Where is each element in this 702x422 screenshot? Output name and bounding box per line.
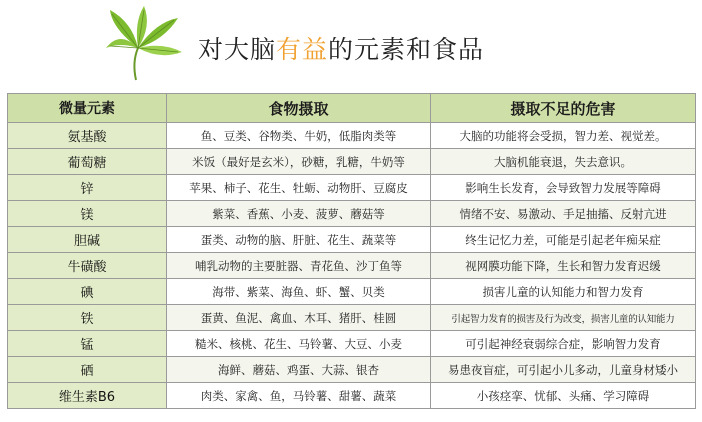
food-cell: 蛋类、动物的脑、肝脏、花生、蔬菜等 bbox=[167, 227, 431, 253]
food-cell: 米饭（最好是玄米），砂糖，乳糖，牛奶等 bbox=[167, 149, 431, 175]
food-cell: 蛋黄、鱼泥、禽血、木耳、猪肝、桂圆 bbox=[167, 305, 431, 331]
table-row bbox=[8, 227, 696, 253]
element-cell: 铁 bbox=[8, 305, 167, 331]
food-cell: 糙米、核桃、花生、马铃薯、大豆、小麦 bbox=[167, 331, 431, 357]
element-cell: 维生素B6 bbox=[8, 383, 167, 409]
harm-cell: 终生记忆力差，可能是引起老年痴呆症 bbox=[431, 227, 696, 253]
element-cell: 锌 bbox=[8, 175, 167, 201]
food-cell: 鱼、豆类、谷物类、牛奶，低脂肉类等 bbox=[167, 123, 431, 149]
element-cell: 胆碱 bbox=[8, 227, 167, 253]
food-cell: 苹果、柿子、花生、牡蛎、动物肝、豆腐皮 bbox=[167, 175, 431, 201]
table-header-row bbox=[8, 94, 696, 123]
harm-cell: 影响生长发育，会导致智力发展等障碍 bbox=[431, 175, 696, 201]
nutrient-table bbox=[7, 93, 696, 409]
harm-cell: 大脑机能衰退，失去意识。 bbox=[431, 149, 696, 175]
element-cell: 碘 bbox=[8, 279, 167, 305]
food-cell: 哺乳动物的主要脏器、青花鱼、沙丁鱼等 bbox=[167, 253, 431, 279]
harm-cell: 视网膜功能下降，生长和智力发育迟缓 bbox=[431, 253, 696, 279]
table-row bbox=[8, 305, 696, 331]
harm-cell: 可引起神经衰弱综合症，影响智力发育 bbox=[431, 331, 696, 357]
food-cell: 海带、紫菜、海鱼、虾、蟹、贝类 bbox=[167, 279, 431, 305]
header-food: 食物摄取 bbox=[167, 94, 431, 123]
element-cell: 镁 bbox=[8, 201, 167, 227]
header-harm: 摄取不足的危害 bbox=[431, 94, 696, 123]
harm-cell: 易患夜盲症，可引起小儿多动，儿童身材矮小 bbox=[431, 357, 696, 383]
food-cell: 海鲜、蘑菇、鸡蛋、大蒜、银杏 bbox=[167, 357, 431, 383]
title-suffix: 的元素和食品 bbox=[328, 35, 485, 64]
element-cell: 氨基酸 bbox=[8, 123, 167, 149]
harm-cell: 损害儿童的认知能力和智力发育 bbox=[431, 279, 696, 305]
table-row bbox=[8, 279, 696, 305]
page-title bbox=[198, 30, 484, 66]
leaf-icon bbox=[98, 4, 188, 82]
table-row bbox=[8, 149, 696, 175]
table-row bbox=[8, 253, 696, 279]
header-element: 微量元素 bbox=[8, 94, 167, 123]
table-row bbox=[8, 383, 696, 409]
harm-cell: 引起智力发育的损害及行为改变，损害儿童的认知能力 bbox=[431, 305, 696, 331]
table-row bbox=[8, 123, 696, 149]
element-cell: 牛磺酸 bbox=[8, 253, 167, 279]
table-row bbox=[8, 175, 696, 201]
harm-cell: 大脑的功能将会受损，智力差、视觉差。 bbox=[431, 123, 696, 149]
element-cell: 硒 bbox=[8, 357, 167, 383]
harm-cell: 情绪不安、易激动、手足抽搐、反射亢进 bbox=[431, 201, 696, 227]
element-cell: 锰 bbox=[8, 331, 167, 357]
table-row bbox=[8, 201, 696, 227]
table-row bbox=[8, 357, 696, 383]
harm-cell: 小孩痉挛、忧郁、头痛、学习障碍 bbox=[431, 383, 696, 409]
table-row bbox=[8, 331, 696, 357]
element-cell: 葡萄糖 bbox=[8, 149, 167, 175]
title-highlight: 有益 bbox=[276, 35, 329, 64]
title-prefix: 对大脑 bbox=[198, 35, 277, 64]
food-cell: 肉类、家禽、鱼，马铃薯、甜薯、蔬菜 bbox=[167, 383, 431, 409]
food-cell: 紫菜、香蕉、小麦、菠萝、蘑菇等 bbox=[167, 201, 431, 227]
